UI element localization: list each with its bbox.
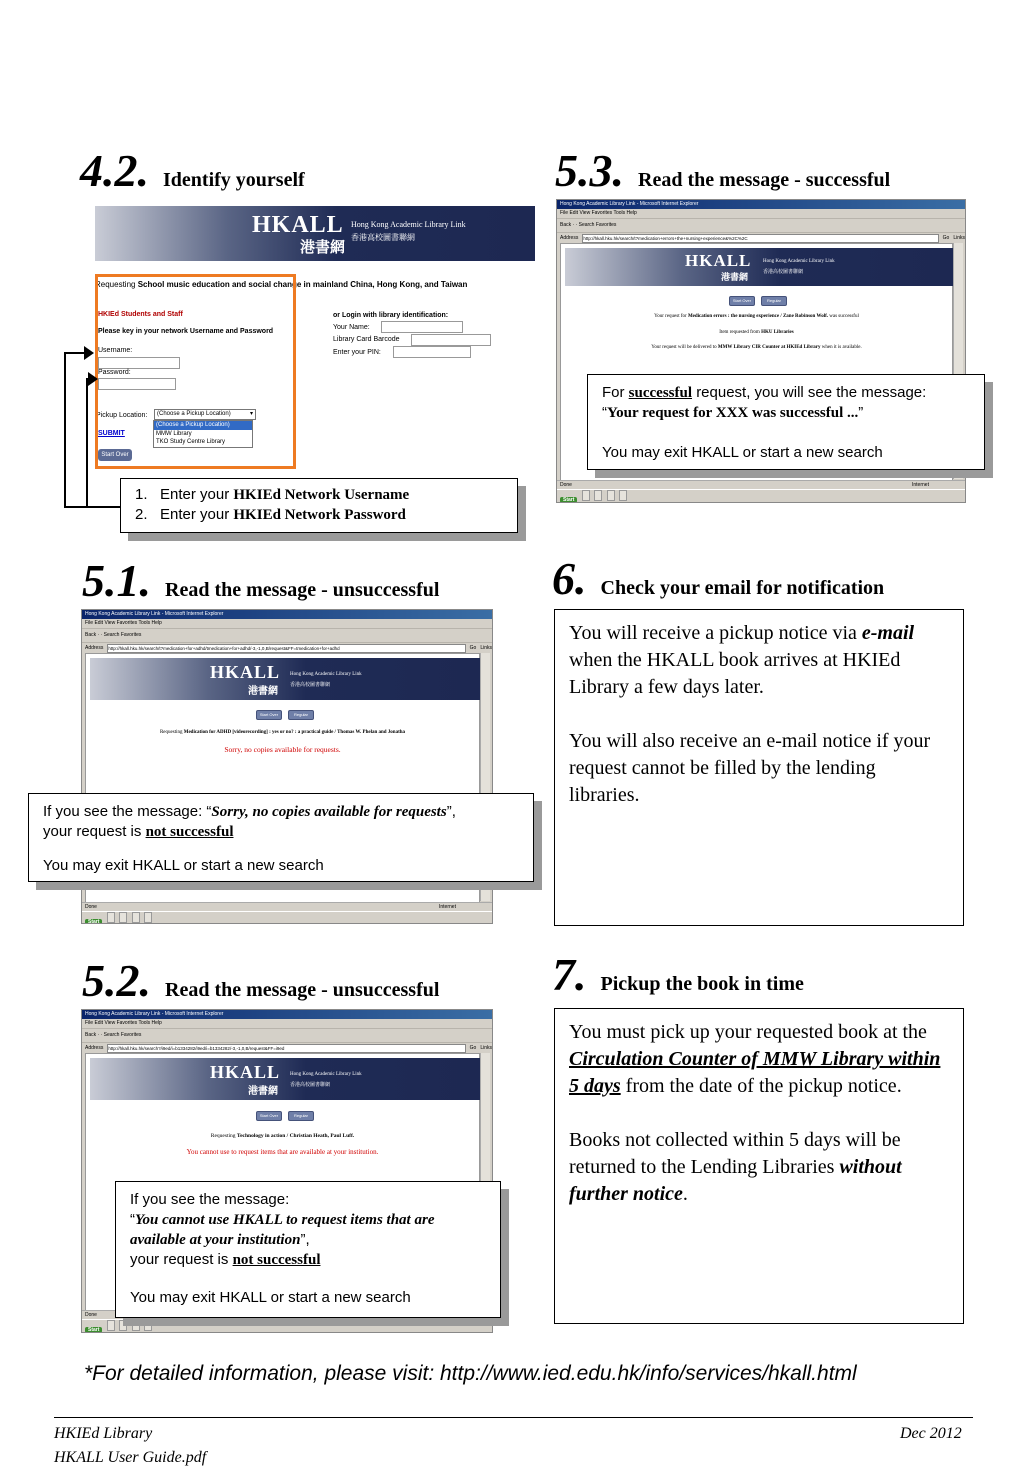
regular-display-button[interactable]: Regular Display	[288, 710, 314, 720]
connector-line	[64, 352, 66, 507]
callout-5-1	[28, 793, 534, 882]
toolbar: Back · · Search Favorites	[82, 629, 492, 643]
address-bar	[82, 1043, 492, 1053]
url-field[interactable]: http://hkall.hku.hk/search?/i9ed/i=b1334282/i9ed/i=b1334282/-3,-1,0,B/request&FF=i9ed	[107, 1044, 465, 1053]
heading-6	[552, 553, 885, 604]
hkall-subtitle-cn: 香港高校圖書聯網	[763, 270, 804, 275]
task-button[interactable]	[107, 912, 115, 923]
arrow-right-icon	[88, 372, 98, 386]
requesting-line: Requesting Medication for ADHD [videorecording] : yes or no? : a practical guide / Thomas W. Phelan and Jonatha	[159, 730, 406, 735]
task-button[interactable]	[582, 490, 590, 501]
pickup-selected-value: (Choose a Pickup Location)	[157, 411, 231, 417]
start-button[interactable]: Start	[560, 497, 577, 503]
your-name-label: Your Name:	[333, 324, 370, 331]
hkall-logo: HKALL	[685, 251, 752, 270]
regular-display-button[interactable]: Regular Display	[761, 296, 787, 306]
hkall-logo: HKALL	[210, 662, 281, 682]
go-button[interactable]: Go	[942, 235, 950, 241]
start-over-button[interactable]: Start Over	[256, 1111, 282, 1121]
callout-line-1: If you see the message:	[130, 1191, 290, 1208]
go-button[interactable]: Go	[469, 1045, 477, 1051]
menu-bar: File Edit View Favorites Tools Help	[82, 1019, 492, 1029]
task-button[interactable]	[119, 912, 127, 923]
hkall-banner	[565, 248, 955, 286]
success-line-1: Your request for Medication errors : the nursing experience / Zane Robinson Wolf. was successful	[654, 314, 859, 319]
success-line-2: Item requested from HKU Libraries	[719, 330, 794, 335]
connector-line	[64, 506, 121, 508]
callout-5-2	[115, 1181, 501, 1318]
pin-input[interactable]	[393, 346, 471, 358]
taskbar	[557, 489, 965, 502]
pickup-option[interactable]: TKO Study Centre Library	[156, 439, 226, 445]
url-field[interactable]: http://hkall.hku.hk/search/t?medication+errors+the+nursing+experience&%2C%2C	[582, 234, 938, 243]
url-field[interactable]: http://hkall.hku.hk/search/t?medication+for+adhd/tmedication+for+adhd/-3,-1,0,B/request&FF=tmedication+for+adhd	[107, 644, 465, 653]
alt-login-heading: or Login with library identification:	[333, 312, 449, 319]
step-title: Pickup the book in time	[600, 973, 804, 995]
status-bar: Done	[82, 1310, 492, 1320]
step-number: 6.	[552, 553, 587, 604]
connector-line	[64, 352, 86, 354]
connector-line	[86, 378, 88, 506]
heading-4-2	[80, 145, 305, 196]
callout-line-4: You may exit HKALL or start a new search	[130, 1289, 411, 1306]
toolbar: Back · · Search Favorites	[557, 219, 965, 233]
submit-link[interactable]: SUBMIT	[98, 430, 125, 437]
paragraph-1: You must pick up your requested book at the Circulation Counter of MMW Library within 5 days from the date of the pickup notice.	[569, 1021, 941, 1097]
requesting-title: School music education and social change in mainland China, Hong Kong, and Taiwan	[137, 280, 468, 289]
hkall-logo: HKALL	[252, 212, 344, 238]
footer-date: Dec 2012	[900, 1425, 962, 1442]
address-bar	[82, 643, 492, 653]
footer-divider	[54, 1417, 973, 1418]
chevron-down-icon: ▾	[249, 411, 253, 417]
callout-item-2: 2. Enter your HKIEd Network Password	[135, 506, 406, 523]
success-line-3: Your request will be delivered to MMW Library CIR Counter at HKIEd Library when it is available.	[651, 345, 862, 350]
heading-5-1	[82, 555, 440, 606]
address-label: Address	[560, 235, 579, 241]
task-button[interactable]	[607, 490, 615, 501]
paragraph-1: You will receive a pickup notice via e-mail when the HKALL book arrives at HKIEd Library a few days later.	[569, 622, 915, 698]
taskbar	[82, 911, 492, 924]
menu-bar: File Edit View Favorites Tools Help	[557, 209, 965, 219]
detailed-info-note: *For detailed information, please visit: http://www.ied.edu.hk/info/services/hkall.html	[84, 1362, 857, 1385]
task-button[interactable]	[107, 1320, 115, 1331]
barcode-input[interactable]	[411, 334, 491, 346]
step-title: Identify yourself	[163, 169, 305, 191]
step-title: Read the message - unsuccessful	[165, 579, 440, 601]
hkall-subtitle-en: Hong Kong Academic Library Link	[351, 220, 466, 229]
regular-display-button[interactable]: Regular Display	[288, 1111, 314, 1121]
callout-4-2	[120, 478, 518, 533]
paragraph-2: Books not collected within 5 days will be returned to the Lending Libraries without further notice.	[569, 1129, 902, 1205]
start-button[interactable]: Start	[85, 919, 102, 924]
hkall-subtitle-cn: 香港高校圖書聯網	[351, 233, 415, 242]
barcode-label: Library Card Barcode	[333, 336, 400, 343]
step-title: Read the message - unsuccessful	[165, 979, 440, 1001]
step-number: 5.3.	[555, 145, 624, 196]
window-title: Hong Kong Academic Library Link - Microsoft Internet Explorer	[82, 610, 492, 619]
hkall-banner	[95, 206, 535, 261]
start-over-button[interactable]: Start Over	[729, 296, 755, 306]
step-number: 7.	[552, 949, 587, 1000]
arrow-right-icon	[84, 346, 94, 360]
status-bar: Done Internet	[82, 902, 492, 912]
address-bar	[557, 233, 965, 243]
start-over-button[interactable]: Start Over	[98, 449, 132, 461]
callout-line-1: If you see the message: “Sorry, no copies available for requests”,	[43, 803, 456, 820]
login-highlight-frame	[95, 274, 296, 469]
go-button[interactable]: Go	[469, 645, 477, 651]
paragraph-2: You will also receive an e-mail notice if your request cannot be filled by the lending libraries.	[569, 730, 931, 806]
step-title: Check your email for notification	[600, 577, 885, 599]
hkall-subtitle-en: Hong Kong Academic Library Link	[290, 672, 362, 677]
pin-label: Enter your PIN:	[333, 349, 381, 356]
group-heading: HKIEd Students and Staff	[98, 311, 183, 318]
your-name-input[interactable]	[381, 321, 463, 333]
hkall-logo-cn: 港書網	[721, 273, 749, 283]
hkall-subtitle-en: Hong Kong Academic Library Link	[290, 1072, 362, 1077]
callout-line-3: your request is not successful	[130, 1251, 321, 1268]
hkall-banner	[90, 1058, 482, 1100]
requesting-prefix: Requesting	[95, 280, 136, 289]
task-button[interactable]	[132, 912, 140, 923]
links-label: Links	[480, 645, 492, 651]
hkall-logo: HKALL	[210, 1062, 281, 1082]
footer-left	[54, 1422, 206, 1470]
username-label: Username:	[98, 347, 133, 354]
email-notification-box	[554, 609, 964, 926]
password-label: Password:	[98, 369, 131, 376]
footer-library: HKIEd Library	[54, 1425, 153, 1442]
taskbar	[82, 1319, 492, 1332]
window-title: Hong Kong Academic Library Link - Microsoft Internet Explorer	[82, 1010, 492, 1019]
callout-line-3: You may exit HKALL or start a new search	[602, 444, 883, 461]
callout-line-1: For successful request, you will see the message:	[602, 384, 927, 401]
step-title: Read the message - successful	[638, 169, 891, 191]
pickup-box	[554, 1008, 964, 1324]
status-bar: Done Internet	[557, 480, 965, 490]
task-button[interactable]	[594, 490, 602, 501]
heading-5-3	[555, 145, 891, 196]
hkall-banner	[90, 658, 482, 700]
hkall-logo-cn: 港書網	[248, 686, 278, 697]
hkall-logo-cn: 港書網	[248, 1086, 278, 1097]
address-label: Address	[85, 1045, 104, 1051]
window-title: Hong Kong Academic Library Link - Microsoft Internet Explorer	[557, 200, 965, 209]
menu-bar: File Edit View Favorites Tools Help	[82, 619, 492, 629]
requesting-line: Requesting Technology in action / Christian Heath, Paul Luff.	[210, 1133, 355, 1139]
links-label: Links	[480, 1045, 492, 1051]
start-over-button[interactable]: Start Over	[256, 710, 282, 720]
pickup-option[interactable]: MMW Library	[156, 430, 192, 437]
callout-quote: “You cannot use HKALL to request items that are available at your institution”,	[130, 1211, 435, 1248]
callout-quote: “Your request for XXX was successful ...”	[602, 404, 864, 421]
callout-line-3: You may exit HKALL or start a new search	[43, 857, 324, 874]
step-number: 5.2.	[82, 955, 151, 1006]
callout-5-3	[587, 374, 985, 470]
start-button[interactable]: Start	[85, 1327, 102, 1333]
step-number: 5.1.	[82, 555, 151, 606]
task-button[interactable]	[132, 1320, 140, 1331]
hkall-subtitle-cn: 香港高校圖書聯網	[290, 1083, 331, 1088]
hkall-logo-cn: 港書網	[300, 238, 346, 256]
hkall-subtitle-cn: 香港高校圖書聯網	[290, 683, 331, 688]
error-message: You cannot use to request items that are available at your institution.	[186, 1148, 379, 1156]
links-label: Links	[953, 235, 965, 241]
footer-filename: HKALL User Guide.pdf	[54, 1449, 207, 1466]
heading-5-2	[82, 955, 440, 1006]
step-number: 4.2.	[80, 145, 149, 196]
error-message: Sorry, no copies available for requests.	[224, 745, 341, 754]
toolbar: Back · · Search Favorites	[82, 1029, 492, 1043]
task-button[interactable]	[144, 1320, 152, 1331]
callout-line-2: your request is not successful	[43, 823, 234, 840]
address-label: Address	[85, 645, 104, 651]
heading-7	[552, 949, 804, 1000]
login-instruction: Please key in your network Username and Password	[98, 328, 274, 335]
pickup-label: Pickup Location:	[96, 412, 148, 419]
pickup-option[interactable]: (Choose a Pickup Location)	[154, 421, 252, 430]
task-button[interactable]	[119, 1320, 127, 1331]
task-button[interactable]	[619, 490, 627, 501]
hkall-subtitle-en: Hong Kong Academic Library Link	[763, 259, 835, 264]
callout-item-1: 1. Enter your HKIEd Network Username	[135, 486, 410, 503]
task-button[interactable]	[144, 912, 152, 923]
